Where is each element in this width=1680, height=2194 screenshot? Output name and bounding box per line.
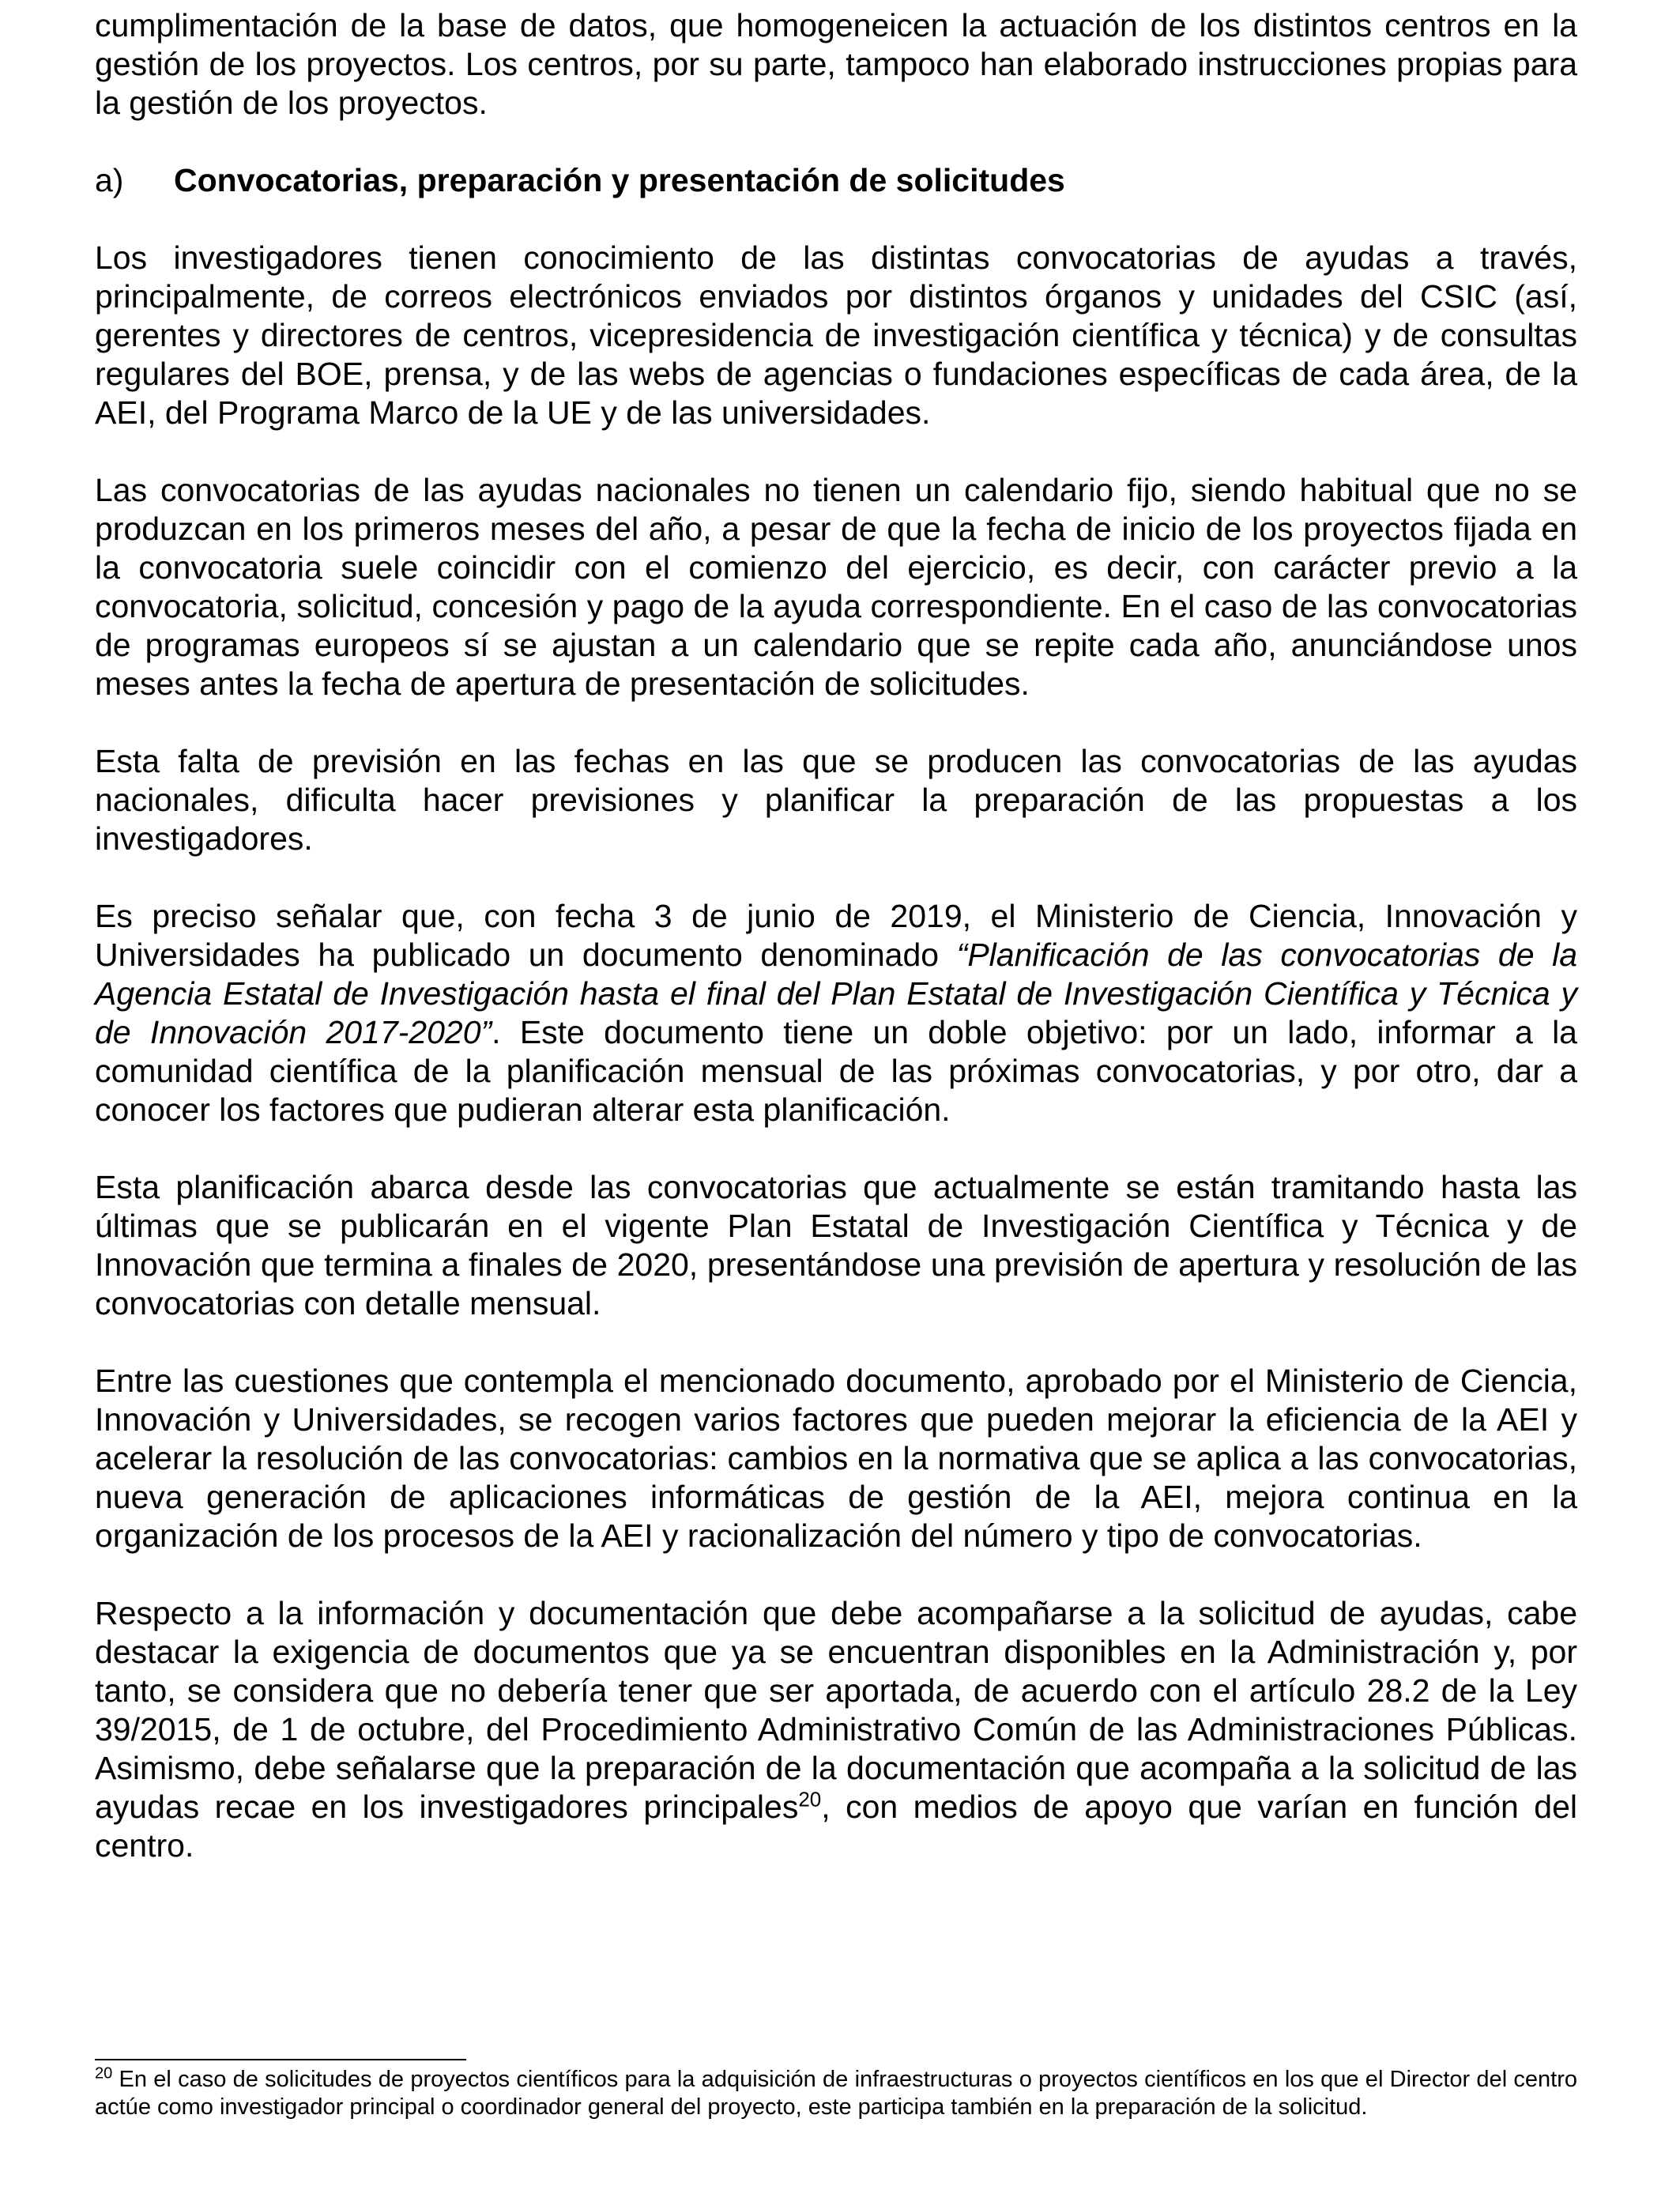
footnote-separator (95, 2059, 466, 2060)
footnote-number: 20 (95, 2064, 113, 2083)
paragraph-5: Esta planificación abarca desde las convocatorias que actualmente se están tramitando hasta las últimas que se publicarán en el vigente Plan Estatal de Investigación Científica y Técnica y de Innovación que termina a finales de 2020, presentándose una previsión de apertura y resolución de las convocatorias con detalle mensual. (95, 1169, 1577, 1321)
document-title-citation: “Planificación de las convocatorias de la Agencia Estatal de Investigación hasta el final del Plan Estatal de Investigación Científica y Técnica y de Innovación 2017-2020” (95, 937, 1578, 1050)
footnote (95, 2066, 1577, 2121)
paragraph-7 (95, 1594, 1577, 1865)
paragraph-7-text-end: , con medios de apoyo que varían en función del centro. (95, 1789, 1578, 1864)
footnote-text: En el caso de solicitudes de proyectos científicos para la adquisición de infraestructuras o proyectos científicos en los que el Director del centro actúe como investigador principal o coordinador general del proyecto, este participa también en la preparación de la solicitud. (95, 2067, 1577, 2120)
paragraph-4 (95, 897, 1577, 1129)
section-marker: a) (95, 162, 124, 198)
paragraph-3: Esta falta de previsión en las fechas en las que se producen las convocatorias de las ayudas nacionales, dificulta hacer previsiones y planificar la preparación de las propuestas a los investigadores. (95, 743, 1577, 857)
footnote-reference[interactable]: 20 (798, 1787, 822, 1811)
paragraph-4-text: Es preciso señalar que, con fecha 3 de junio de 2019, el Ministerio de Ciencia, Innovación y Universidades ha publicado un documento denominado (95, 898, 1577, 973)
document-page (95, 6, 1577, 1904)
paragraph-1: Los investigadores tienen conocimiento de las distintas convocatorias de ayudas a través, principalmente, de correos electrónicos enviados por distintos órganos y unidades del CSIC (así, gerentes y directores de centros, vicepresidencia de investigación científica y técnica) y de consultas regulares del BOE, prensa, y de las webs de agencias o fundaciones específicas de cada área, de la AEI, del Programa Marco de la UE y de las universidades. (95, 239, 1577, 431)
paragraph-6: Entre las cuestiones que contempla el mencionado documento, aprobado por el Ministerio de Ciencia, Innovación y Universidades, se recogen varios factores que pueden mejorar la eficiencia de la AEI y acelerar la resolución de las convocatorias: cambios en la normativa que se aplica a las convocatorias, nueva generación de aplicaciones informáticas de gestión de la AEI, mejora continua en la organización de los procesos de la AEI y racionalización del número y tipo de convocatorias. (95, 1363, 1577, 1554)
paragraph-4-text-end: . Este documento tiene un doble objetivo: por un lado, informar a la comunidad científica de la planificación mensual de las próximas convocatorias, y por otro, dar a conocer los factores que pudieran alterar esta planificación. (95, 1014, 1577, 1128)
intro-paragraph: cumplimentación de la base de datos, que homogeneicen la actuación de los distintos centros en la gestión de los proyectos. Los centros, por su parte, tampoco han elaborado instrucciones propias para la gestión de los proyectos. (95, 7, 1577, 121)
section-title: Convocatorias, preparación y presentación de solicitudes (174, 162, 1065, 198)
paragraph-7-text: Respecto a la información y documentación que debe acompañarse a la solicitud de ayudas, cabe destacar la exigencia de documentos que ya se encuentran disponibles en la Administración y, por tanto, se considera que no debería tener que ser aportada, de acuerdo con el artículo 28.2 de la Ley 39/2015, de 1 de octubre, del Procedimiento Administrativo Común de las Administraciones Públicas. Asimismo, debe señalarse que la preparación de la documentación que acompaña a la solicitud de las ayudas recae en los investigadores principales (95, 1595, 1577, 1825)
section-heading (95, 161, 1577, 200)
paragraph-2: Las convocatorias de las ayudas nacionales no tienen un calendario fijo, siendo habitual que no se produzcan en los primeros meses del año, a pesar de que la fecha de inicio de los proyectos fijada en la convocatoria suele coincidir con el comienzo del ejercicio, es decir, con carácter previo a la convocatoria, solicitud, concesión y pago de la ayuda correspondiente. En el caso de las convocatorias de programas europeos sí se ajustan a un calendario que se repite cada año, anunciándose unos meses antes la fecha de apertura de presentación de solicitudes. (95, 472, 1577, 702)
